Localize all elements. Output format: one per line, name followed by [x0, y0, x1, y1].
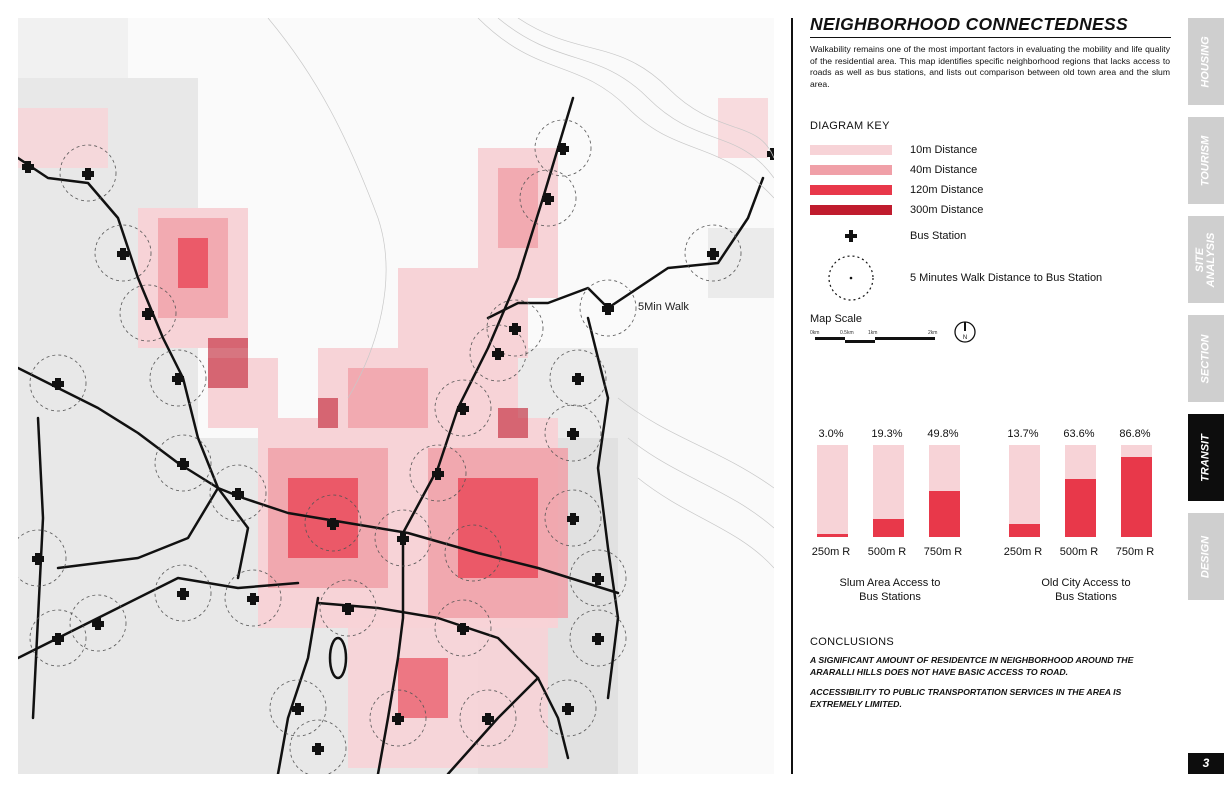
key-item-walk-circle	[810, 254, 1102, 302]
tab-design[interactable]	[1188, 513, 1224, 600]
key-label-300m: 300m Distance	[910, 204, 984, 216]
slum-bar-1	[873, 445, 904, 537]
swatch-10m	[810, 145, 892, 155]
old-bar-2	[1121, 445, 1152, 537]
tab-site-analysis-label: SITE ANALYSIS	[1194, 232, 1217, 287]
map-canvas	[18, 18, 774, 774]
scale-tick-3: 2km	[928, 330, 938, 336]
tab-transit-label: TRANSIT	[1199, 433, 1212, 482]
key-label-bus-station: Bus Station	[910, 230, 967, 242]
tab-housing[interactable]	[1188, 18, 1224, 105]
dotted-circle-icon	[827, 254, 875, 302]
key-label-10m: 10m Distance	[910, 144, 978, 156]
slum-bar-0-fill	[817, 534, 848, 537]
slum-bar-1-fill	[873, 519, 904, 537]
slum-caption-line-2: Bus Stations	[859, 591, 921, 603]
key-item-40m	[810, 164, 977, 176]
old-caption-line-2: Bus Stations	[1055, 591, 1117, 603]
slum-category-2: 750m R	[923, 546, 963, 558]
north-label: N	[962, 335, 968, 341]
slum-pct-label-2: 49.8%	[927, 428, 959, 440]
scale-tick-1: 0.5km	[840, 330, 854, 336]
title-rule	[810, 37, 1171, 38]
plus-cross-icon	[845, 230, 857, 242]
old-bar-2-fill	[1121, 457, 1152, 537]
slum-category-1: 500m R	[867, 546, 907, 558]
tab-section[interactable]	[1188, 315, 1224, 402]
key-item-10m	[810, 144, 977, 156]
tab-site-analysis[interactable]	[1188, 216, 1224, 303]
tab-transit[interactable]	[1188, 414, 1224, 501]
intro-text: Walkability remains one of the most important factors in evaluating the mobility and life quality of the residential area. This map identifies specific neighborhood regions that lacks access to roads as well as bus stations, and lists out comparison between old town area and the slum area.	[810, 44, 1170, 89]
old-category-0: 250m R	[1003, 546, 1043, 558]
old-category-1: 500m R	[1059, 546, 1099, 558]
old-caption-line-1: Old City Access to	[1041, 577, 1131, 589]
tab-tourism[interactable]	[1188, 117, 1224, 204]
old-category-2: 750m R	[1115, 546, 1155, 558]
key-label-120m: 120m Distance	[910, 184, 984, 196]
key-item-bus-station	[810, 230, 966, 242]
old-pct-label-1: 63.6%	[1063, 428, 1095, 440]
conclusion-1: A SIGNIFICANT AMOUNT OF RESIDENTCE IN NEIGHBORHOOD AROUND THE ARARALLI HILLS DOES NOT HAVE BASIC ACCESS TO ROAD.	[810, 655, 1134, 677]
old-bar-0	[1009, 445, 1040, 537]
key-label-walk-circle: 5 Minutes Walk Distance to Bus Station	[910, 272, 1103, 284]
key-item-300m	[810, 204, 983, 216]
neighborhood-map[interactable]	[18, 18, 774, 774]
key-title: DIAGRAM KEY	[810, 120, 890, 133]
conclusions-title: CONCLUSIONS	[810, 636, 894, 648]
map-scale-title: Map Scale	[810, 313, 862, 325]
conclusion-2: ACCESSIBILITY TO PUBLIC TRANSPORTATION SERVICES IN THE AREA IS EXTREMELY LIMITED.	[810, 687, 1122, 709]
key-item-120m	[810, 184, 983, 196]
swatch-300m	[810, 205, 892, 215]
slum-category-0: 250m R	[811, 546, 851, 558]
walk-distance-label: 5Min Walk	[638, 301, 689, 313]
old-bar-0-fill	[1009, 524, 1040, 537]
scale-tick-2: 1km	[868, 330, 878, 336]
tab-section-label: SECTION	[1199, 334, 1212, 383]
old-bar-1	[1065, 445, 1096, 537]
slum-bar-2	[929, 445, 960, 537]
old-chart-caption	[1006, 576, 1166, 604]
page-title: NEIGHBORHOOD CONNECTEDNESS	[810, 14, 1128, 34]
swatch-120m	[810, 185, 892, 195]
page-number: 3	[1188, 753, 1224, 774]
slum-bar-2-fill	[929, 491, 960, 537]
scale-tick-0: 0km	[810, 330, 820, 336]
panel-divider	[791, 18, 793, 774]
slum-caption-line-1: Slum Area Access to	[839, 577, 941, 589]
slum-chart-caption	[810, 576, 970, 604]
tab-housing-label: HOUSING	[1199, 35, 1212, 88]
slum-bar-0	[817, 445, 848, 537]
north-arrow-icon	[954, 319, 976, 345]
tab-design-label: DESIGN	[1199, 535, 1212, 578]
scale-bar	[815, 336, 937, 346]
slum-pct-label-1: 19.3%	[871, 428, 903, 440]
old-pct-label-2: 86.8%	[1119, 428, 1151, 440]
swatch-40m	[810, 165, 892, 175]
old-pct-label-0: 13.7%	[1007, 428, 1039, 440]
info-panel	[810, 14, 1170, 709]
old-bar-1-fill	[1065, 479, 1096, 538]
key-label-40m: 40m Distance	[910, 164, 978, 176]
tab-tourism-label: TOURISM	[1199, 135, 1212, 186]
slum-pct-label-0: 3.0%	[818, 428, 844, 440]
